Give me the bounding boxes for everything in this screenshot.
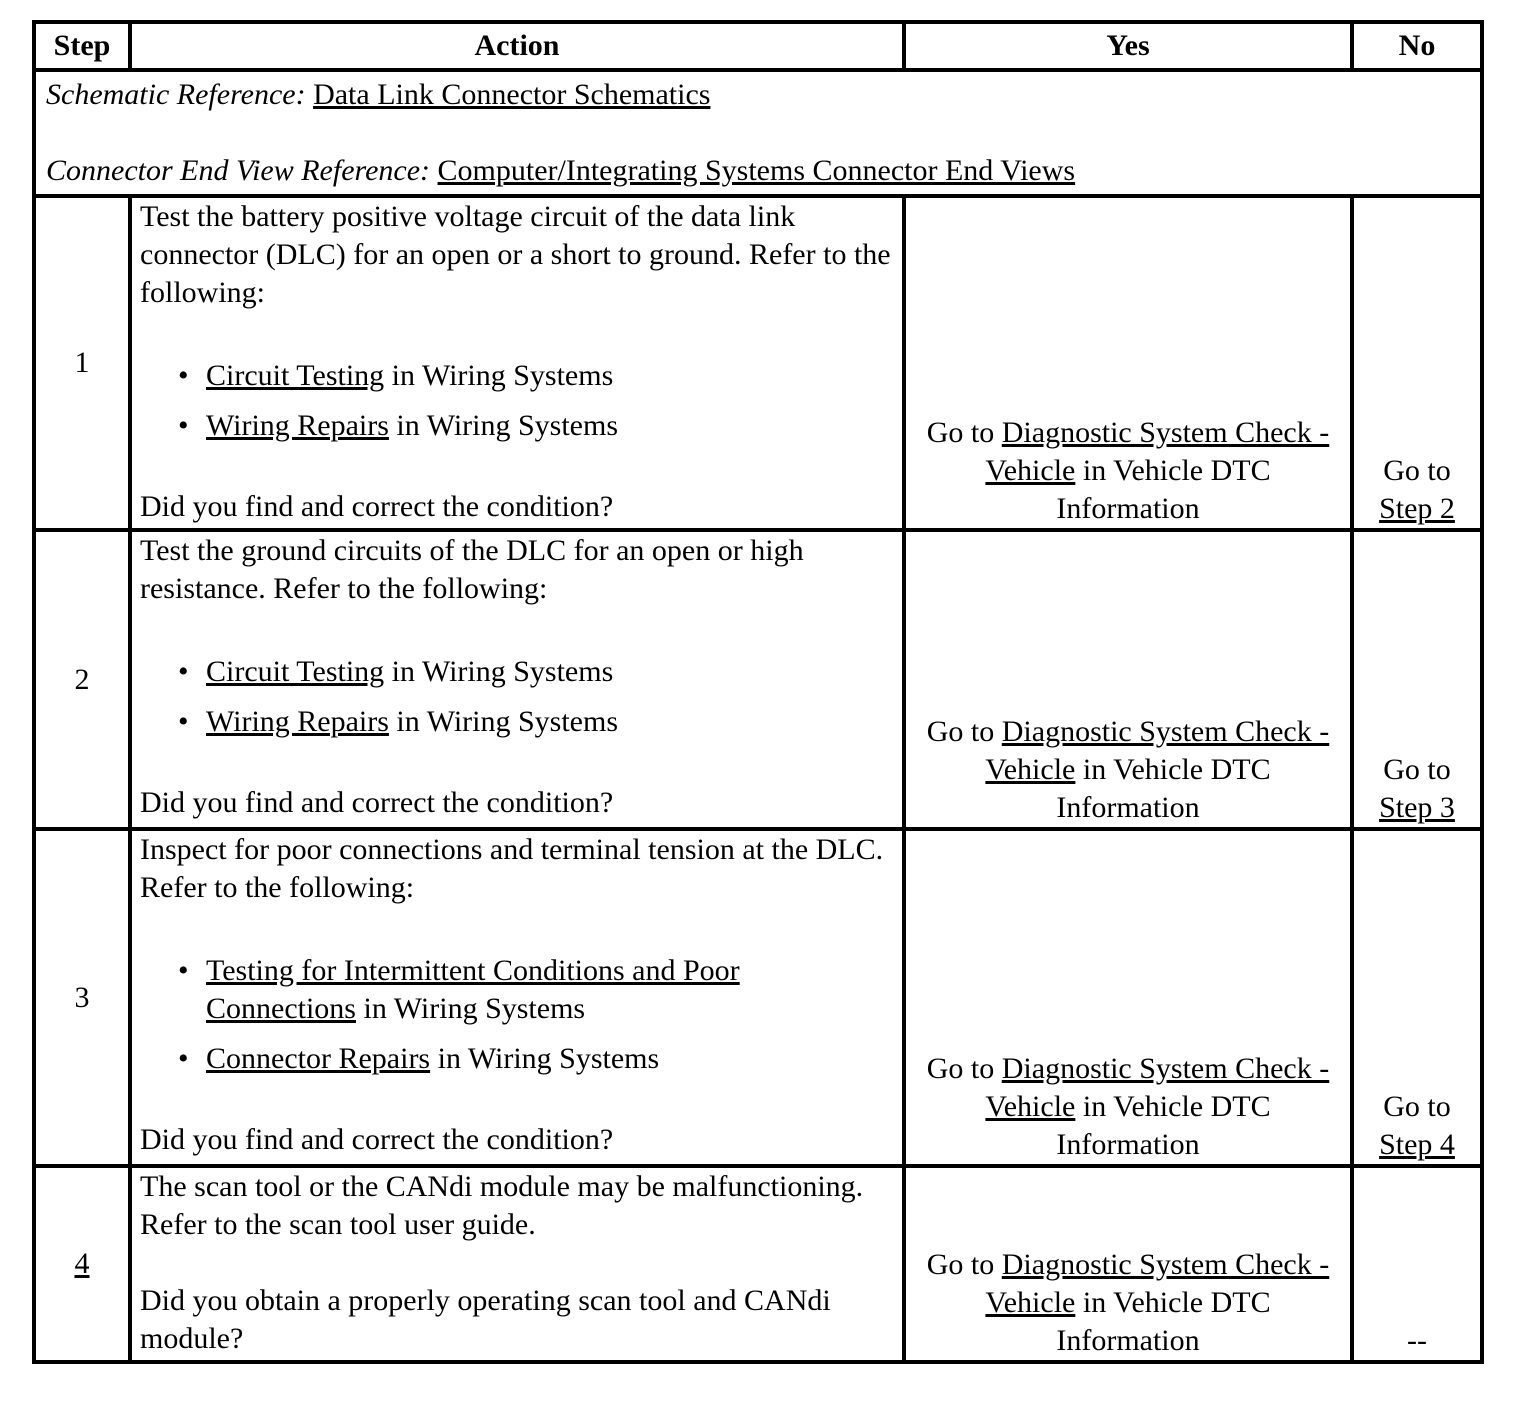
header-yes: Yes <box>904 22 1352 70</box>
step-number-link[interactable]: 4 <box>74 1247 90 1280</box>
diagnostic-system-check-link[interactable]: Diagnostic System Check - Vehicle <box>985 1052 1330 1123</box>
yes-goto: Go to <box>926 1248 1002 1281</box>
go-to-step-4-link[interactable]: Step 4 <box>1379 1128 1455 1161</box>
step-action <box>130 829 904 1166</box>
list-item <box>206 1040 894 1078</box>
yes-goto: Go to <box>926 1052 1002 1085</box>
step-action <box>130 196 904 530</box>
reference-link[interactable]: Connector Repairs <box>206 1042 431 1075</box>
reference-suffix: in Wiring Systems <box>388 705 619 738</box>
step-action <box>130 1166 904 1362</box>
go-to-step-2-link[interactable]: Step 2 <box>1379 492 1455 525</box>
list-item <box>206 952 894 1028</box>
step-action <box>130 530 904 829</box>
no-cell <box>1352 530 1482 829</box>
step-number-cell <box>34 1166 130 1362</box>
reference-suffix: in Wiring Systems <box>430 1042 660 1075</box>
action-text: The scan tool or the CANdi module may be malfunctioning. Refer to the scan tool user guide. <box>140 1170 864 1241</box>
connector-reference <box>46 152 1470 190</box>
action-question: Did you obtain a properly operating scan tool and CANdi module? <box>140 1284 831 1355</box>
reference-list <box>140 952 894 1078</box>
no-goto: Go to <box>1383 753 1451 786</box>
yes-goto: Go to <box>926 715 1002 748</box>
no-cell: -- <box>1352 1166 1482 1362</box>
no-cell <box>1352 829 1482 1166</box>
action-question: Did you find and correct the condition? <box>140 490 614 523</box>
yes-cell <box>904 196 1352 530</box>
header-action: Action <box>130 22 904 70</box>
yes-suffix: in Vehicle DTC Information <box>1056 454 1271 525</box>
schematic-reference-link[interactable]: Data Link Connector Schematics <box>313 78 711 111</box>
step-row-2 <box>34 530 1482 829</box>
action-text: Test the ground circuits of the DLC for an open or high resistance. Refer to the following: <box>140 534 804 605</box>
reference-suffix: in Wiring Systems <box>384 359 614 392</box>
reference-link[interactable]: Circuit Testing <box>206 359 385 392</box>
schematic-reference-label: Schematic Reference: <box>46 78 306 111</box>
yes-goto: Go to <box>926 416 1002 449</box>
yes-suffix: in Vehicle DTC Information <box>1056 1090 1271 1161</box>
list-item <box>206 357 894 395</box>
diagnostic-system-check-link[interactable]: Diagnostic System Check - Vehicle <box>985 715 1330 786</box>
action-question: Did you find and correct the condition? <box>140 1123 614 1156</box>
action-text: Test the battery positive voltage circuit of the data link connector (DLC) for an open or a short to ground. Refer to the following: <box>140 200 891 309</box>
step-row-1 <box>34 196 1482 530</box>
reference-link[interactable]: Wiring Repairs <box>206 705 389 738</box>
reference-link[interactable]: Wiring Repairs <box>206 409 389 442</box>
step-row-3 <box>34 829 1482 1166</box>
step-number: 2 <box>34 530 130 829</box>
connector-reference-label: Connector End View Reference: <box>46 154 431 187</box>
yes-cell <box>904 829 1352 1166</box>
reference-list <box>140 357 894 445</box>
diagnostic-system-check-link[interactable]: Diagnostic System Check - Vehicle <box>985 416 1330 487</box>
diagnostic-table <box>32 20 1484 1364</box>
connector-reference-link[interactable]: Computer/Integrating Systems Connector End Views <box>437 154 1076 187</box>
yes-suffix: in Vehicle DTC Information <box>1056 753 1271 824</box>
no-goto: Go to <box>1383 454 1451 487</box>
list-item <box>206 653 894 691</box>
schematic-reference <box>46 76 1470 114</box>
step-number: 3 <box>34 829 130 1166</box>
reference-link[interactable]: Testing for Intermittent Conditions and Poor Connections <box>206 954 740 1025</box>
no-cell <box>1352 196 1482 530</box>
action-text: Inspect for poor connections and terminal tension at the DLC. Refer to the following: <box>140 833 884 904</box>
list-item <box>206 703 894 741</box>
reference-suffix: in Wiring Systems <box>356 992 586 1025</box>
list-item <box>206 407 894 445</box>
action-question: Did you find and correct the condition? <box>140 786 614 819</box>
step-number: 1 <box>34 196 130 530</box>
header-no: No <box>1352 22 1482 70</box>
yes-cell <box>904 530 1352 829</box>
reference-row <box>34 70 1482 196</box>
header-row <box>34 22 1482 70</box>
no-goto: Go to <box>1383 1090 1451 1123</box>
reference-list <box>140 653 894 741</box>
reference-suffix: in Wiring Systems <box>384 655 614 688</box>
go-to-step-3-link[interactable]: Step 3 <box>1379 791 1455 824</box>
reference-link[interactable]: Circuit Testing <box>206 655 385 688</box>
reference-suffix: in Wiring Systems <box>388 409 619 442</box>
yes-cell <box>904 1166 1352 1362</box>
diagnostic-system-check-link[interactable]: Diagnostic System Check - Vehicle <box>985 1248 1330 1319</box>
step-row-4 <box>34 1166 1482 1362</box>
reference-cell <box>34 70 1482 196</box>
header-step: Step <box>34 22 130 70</box>
yes-suffix: in Vehicle DTC Information <box>1056 1286 1271 1357</box>
